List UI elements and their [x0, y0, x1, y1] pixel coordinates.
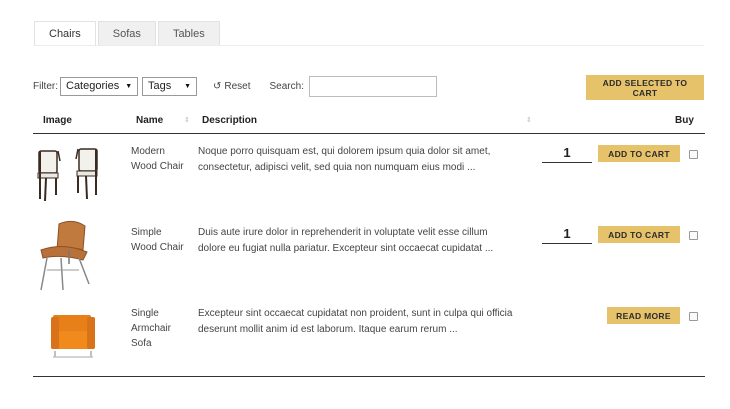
filter-bar	[33, 76, 437, 96]
header-buy: Buy	[675, 115, 694, 126]
reset-button[interactable]	[213, 81, 251, 92]
product-description: Excepteur sint occaecat cupidatat non proident, sunt in culpa qui officia deserunt mollit anim id est laborum. Itaque earum rerum ...	[198, 308, 513, 335]
product-description: Noque porro quisquam est, qui dolorem ipsum quia dolor sit amet, consectetur, adipisci velit, sed quia non numquam eius modi ...	[198, 146, 491, 173]
tab-tables[interactable]: Tables	[158, 21, 220, 46]
select-checkbox[interactable]	[689, 312, 698, 321]
table-row	[33, 220, 705, 301]
product-description: Duis aute irure dolor in reprehenderit in voluptate velit esse cillum dolore eu fugiat nulla pariatur. Excepteur sint occaecat cupidatat ...	[198, 227, 494, 254]
orange-armchair-image	[33, 301, 99, 373]
add-selected-to-cart-button[interactable]: ADD SELECTED TO CART	[586, 75, 704, 100]
filter-label: Filter:	[33, 80, 58, 92]
categories-select-value: Categories	[66, 80, 120, 92]
product-name: Simple Wood Chair	[131, 227, 184, 253]
tab-divider	[34, 45, 704, 46]
read-more-button[interactable]: READ MORE	[607, 307, 680, 324]
reset-label: Reset	[224, 80, 251, 92]
sort-icon[interactable]: ⇕	[526, 117, 532, 124]
dropdown-arrow-icon: ▼	[125, 82, 133, 90]
reset-icon: ↺	[213, 80, 222, 92]
header-image: Image	[43, 115, 72, 126]
add-to-cart-button[interactable]: ADD TO CART	[598, 226, 680, 243]
table-bottom-border	[33, 376, 705, 377]
search-input[interactable]	[309, 76, 437, 97]
table-header	[33, 111, 705, 134]
add-to-cart-button[interactable]: ADD TO CART	[598, 145, 680, 162]
tags-select[interactable]	[142, 77, 197, 96]
select-checkbox[interactable]	[689, 231, 698, 240]
dropdown-arrow-icon: ▼	[184, 82, 191, 90]
categories-select[interactable]	[60, 77, 138, 96]
header-description[interactable]: Description	[202, 115, 258, 126]
quantity-input[interactable]: 1	[542, 145, 592, 163]
product-name: Modern Wood Chair	[131, 146, 184, 172]
table-row	[33, 301, 705, 382]
sort-icon[interactable]: ⇕	[184, 117, 190, 124]
product-name: Single Armchair Sofa	[131, 308, 172, 349]
tab-sofas[interactable]: Sofas	[98, 21, 156, 46]
category-tabs	[34, 21, 222, 46]
table-row	[33, 139, 705, 220]
molded-wood-chair-image	[33, 220, 99, 292]
select-checkbox[interactable]	[689, 150, 698, 159]
header-name[interactable]: Name	[136, 115, 164, 126]
quantity-input[interactable]: 1	[542, 226, 592, 244]
pair-of-dining-chairs-image	[33, 139, 99, 211]
tab-chairs[interactable]: Chairs	[34, 21, 96, 46]
search-label: Search:	[269, 80, 304, 92]
tags-select-value: Tags	[148, 80, 172, 92]
